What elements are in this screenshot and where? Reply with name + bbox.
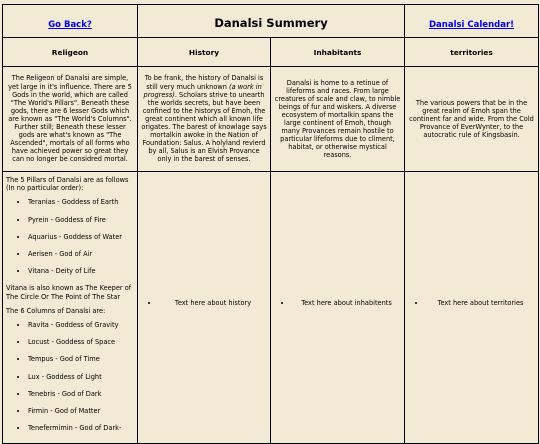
- list-item: • Text here about history: [159, 299, 267, 307]
- religion-content: [3, 172, 138, 444]
- history-list: [141, 299, 267, 307]
- history-description-text-2: . Scholars strive to unearth the worlds secrets, but have been confined to the historys of Emoh, the great continent which all known life origates. The barest of knowlage says mortalkin awoke in the Nation of Foundation: Salus. A holyland revierd by all, Salus is an Elvish Provance only in the barest of senses.: [141, 90, 267, 164]
- list-item: • Vitana - Deity of Life: [28, 267, 134, 275]
- list-item: • Text here about inhabitents: [292, 299, 401, 307]
- territories-content: [405, 172, 539, 444]
- history-description: [138, 67, 271, 172]
- page-title-cell: [138, 5, 405, 38]
- inhabitants-description: Danalsi is home to a retinue of lifeforms and races. From large creatures of scale and claw, to nimble beings of fur and wiskers. A diverse ecosystem of mortalkin spans the large continent of Emoh, though many Provances remain hostile to particular lifeforms due to climent, habitat, or otherwise mystical reasons.: [271, 67, 405, 172]
- list-item: • Lux - Goddess of Light: [28, 373, 134, 381]
- column-header-inhabitants: Inhabitants: [271, 38, 405, 67]
- list-item: • Ravita - Goddess of Gravity: [28, 321, 134, 329]
- list-item: • Tenefermimin - God of Dark-: [28, 424, 134, 432]
- list-item: • Teranias - Goddess of Earth: [28, 198, 134, 206]
- list-item: • Text here about territories: [426, 299, 535, 307]
- pillars-list: [6, 198, 134, 275]
- territories-description: The various powers that be in the great realm of Emoh span the continent far and wide. From the Cold Provance of EverWynter, to the autocratic rule of Kingsbasin.: [405, 67, 539, 172]
- list-item: • Pyrein - Goddess of Fire: [28, 216, 134, 224]
- vitana-note: Vitana is also known as The Keeper of The Circle Or The Point of The Star: [6, 284, 132, 301]
- list-item: • Tempus - God of Time: [28, 355, 134, 363]
- religion-description: The Religeon of Danalsi are simple, yet large in it's influence. There are 5 Gods in the world, which are called "The World's Pillars". Beneath these gods, there are 6 lesser Gods which are known as "The World's Columns". Further still; Beneath these lesser gods are what's known as "The Ascended", mortals of all forms who have achieved power so great they can no longer be considred mortal.: [3, 67, 138, 172]
- columns-intro: The 6 Columns of Danalsi are:: [6, 306, 106, 315]
- go-back-link[interactable]: Go Back?: [48, 19, 92, 30]
- history-description-text-1: To be frank, the history of Danalsi is still very much unknown: [144, 74, 264, 91]
- list-item: • Aquarius - Goddess of Water: [28, 233, 134, 241]
- column-header-territories: territories: [405, 38, 539, 67]
- column-header-religion: Religeon: [3, 38, 138, 67]
- list-item: • Tenebris - God of Dark: [28, 390, 134, 398]
- column-header-history: History: [138, 38, 271, 67]
- list-item: • Aerisen - God of Air: [28, 250, 134, 258]
- inhabitants-content: [271, 172, 405, 444]
- calendar-link[interactable]: Danalsi Calendar!: [429, 19, 515, 30]
- territories-list: [408, 299, 535, 307]
- back-link-cell: [3, 5, 138, 38]
- inhabitants-list: [274, 299, 401, 307]
- history-description-italic: (a work in progress): [143, 82, 262, 99]
- pillars-intro: The 5 Pillars of Danalsi are as follows (In no particular order):: [6, 176, 129, 193]
- summary-table: [2, 4, 539, 444]
- history-content: [138, 172, 271, 444]
- calendar-link-cell: [405, 5, 539, 38]
- list-item: • Firmin - God of Matter: [28, 407, 134, 415]
- list-item: • Locust - Goddess of Space: [28, 338, 134, 346]
- columns-list: [6, 321, 134, 432]
- page-title: Danalsi Summery: [214, 15, 328, 30]
